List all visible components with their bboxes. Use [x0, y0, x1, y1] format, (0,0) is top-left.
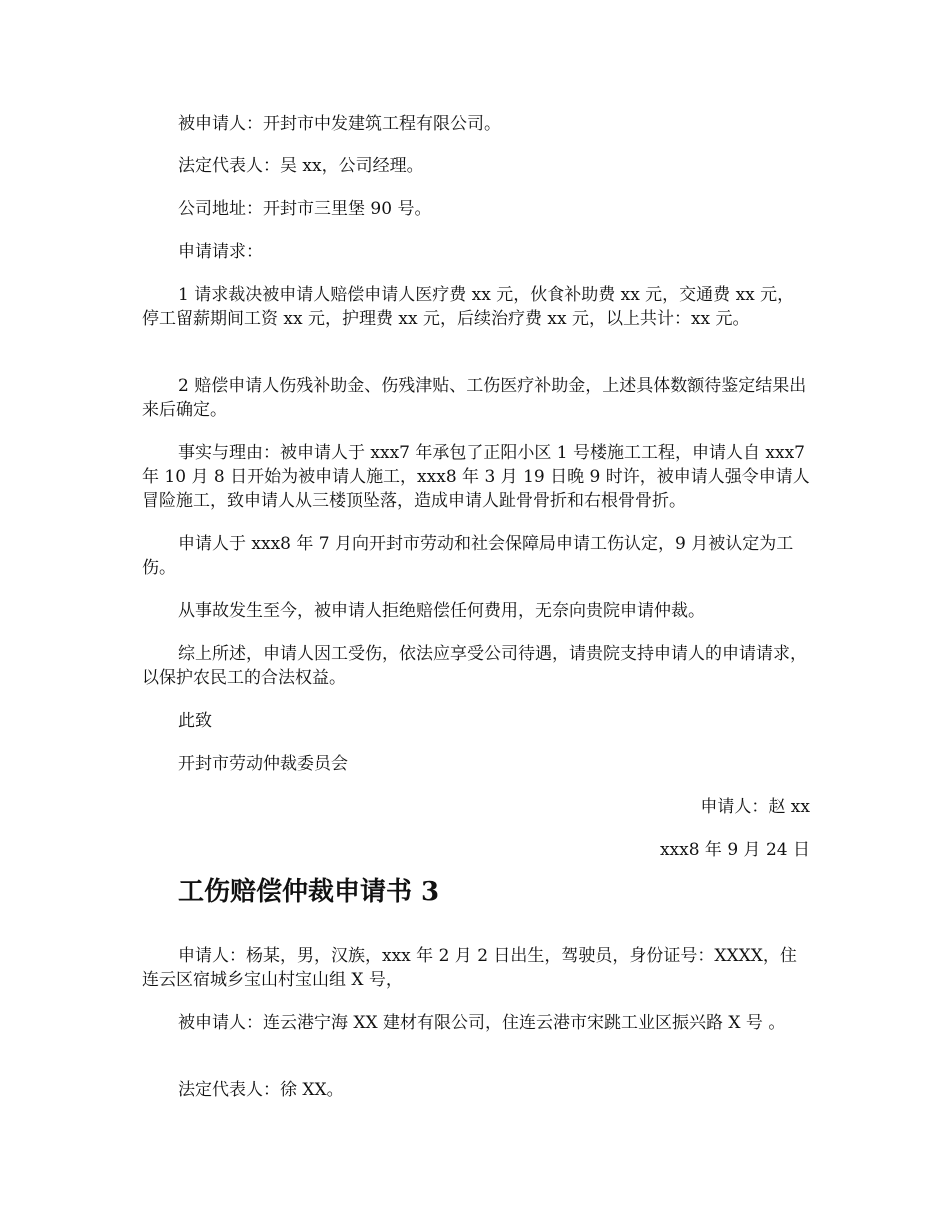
request-item-1: 1 请求裁决被申请人赔偿申请人医疗费 xx 元，伙食补助费 xx 元，交通费 xx 元，停工留薪期间工资 xx 元，护理费 xx 元，后续治疗费 xx 元，以上共计：xx 元。 — [142, 285, 795, 329]
injury-certification-paragraph: 申请人于 xxx8 年 7 月向开封市劳动和社会保障局申请工伤认定，9 月被认定为工伤。 — [142, 534, 794, 578]
legal-representative-paragraph: 法定代表人：吴 xx，公司经理。 — [178, 156, 424, 176]
legal-representative-info: 法定代表人：徐 XX。 — [178, 1080, 344, 1100]
applicant-info-paragraph: 申请人：杨某，男，汉族，xxx 年 2 月 2 日出生，驾驶员，身份证号：XXXX，住连云区宿城乡宝山村宝山组 X 号， — [142, 946, 797, 990]
salutation: 此致 — [178, 711, 212, 731]
applicant-signature: 申请人：赵 xx — [700, 797, 810, 817]
respondent-info-paragraph: 被申请人：连云港宁海 XX 建材有限公司，住连云港市宋跳工业区振兴路 X 号 。 — [178, 1013, 786, 1033]
addressee: 开封市劳动仲裁委员会 — [178, 754, 348, 774]
facts-reasons-paragraph: 事实与理由：被申请人于 xxx7 年承包了正阳小区 1 号楼施工工程，申请人自 xxx7 年 10 月 8 日开始为被申请人施工，xxx8 年 3 月 19 日晚 9 时许，被申请人强令申请人冒险施工，致申请人从三楼顶坠落，造成申请人趾骨骨折和右根骨骨折。 — [142, 443, 811, 511]
signature-date: xxx8 年 9 月 24 日 — [659, 840, 810, 860]
request-heading: 申请请求： — [178, 242, 263, 262]
conclusion-paragraph: 综上所述，申请人因工受伤，依法应享受公司待遇，请贵院支持申请人的申请请求，以保护农民工的合法权益。 — [142, 644, 807, 688]
company-address-paragraph: 公司地址：开封市三里堡 90 号。 — [178, 199, 432, 219]
request-item-2: 2 赔偿申请人伤残补助金、伤残津贴、工伤医疗补助金，上述具体数额待鉴定结果出来后确定。 — [142, 376, 807, 420]
respondent-paragraph: 被申请人：开封市中发建筑工程有限公司。 — [178, 114, 501, 134]
refusal-paragraph: 从事故发生至今，被申请人拒绝赔偿任何费用，无奈向贵院申请仲裁。 — [178, 601, 705, 621]
section-title: 工伤赔偿仲裁申请书 3 — [178, 877, 440, 907]
